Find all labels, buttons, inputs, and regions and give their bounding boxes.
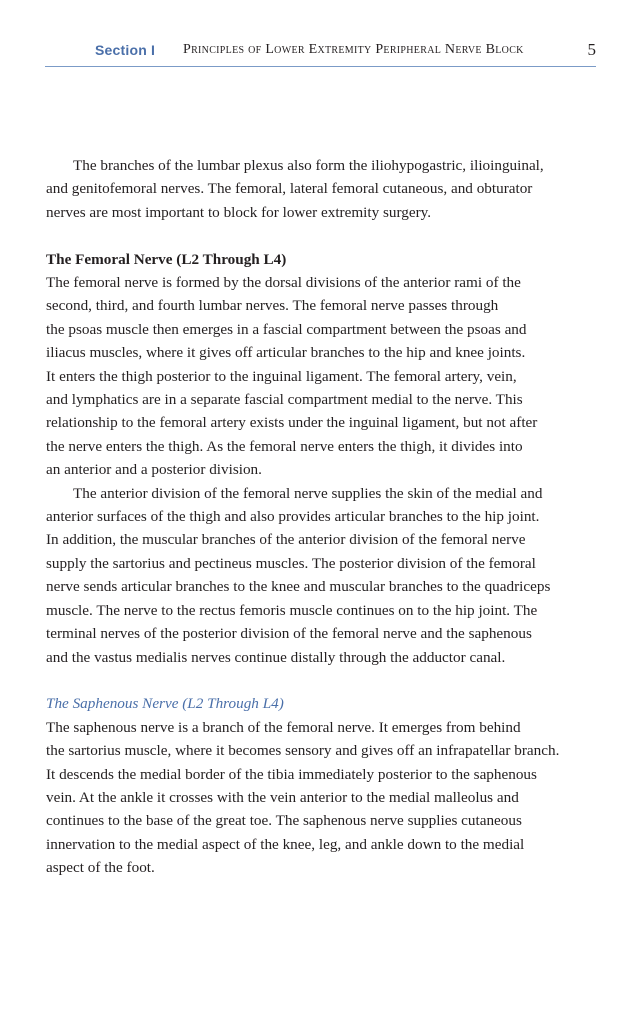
text-line: an anterior and a posterior division. [46, 461, 262, 479]
saphenous-paragraph [46, 716, 598, 880]
intro-paragraph [46, 154, 598, 224]
text-line: relationship to the femoral artery exists under the inguinal ligament, but not after [46, 414, 538, 432]
text-line: nerves are most important to block for lower extremity surgery. [46, 203, 432, 221]
text-line: aspect of the foot. [46, 859, 155, 877]
running-title: Principles of Lower Extremity Peripheral Nerve Block [183, 42, 524, 57]
text-line: The saphenous nerve is a branch of the femoral nerve. It emerges from behind [46, 718, 521, 736]
text-line: and genitofemoral nerves. The femoral, lateral femoral cutaneous, and obturator [46, 180, 533, 198]
text-line: In addition, the muscular branches of the anterior division of the femoral nerve [46, 531, 526, 549]
text-line: anterior surfaces of the thigh and also provides articular branches to the hip joint. [46, 508, 540, 526]
body-text [46, 154, 598, 880]
text-line: The anterior division of the femoral nerve supplies the skin of the medial and [73, 484, 543, 502]
text-line: It enters the thigh posterior to the inguinal ligament. The femoral artery, vein, [46, 367, 517, 385]
text-line: terminal nerves of the posterior division of the femoral nerve and the saphenous [46, 625, 532, 643]
saphenous-heading: The Saphenous Nerve (L2 Through L4) [46, 695, 284, 713]
femoral-paragraph-1 [46, 271, 598, 482]
text-line: supply the sartorius and pectineus muscles. The posterior division of the femoral [46, 554, 536, 572]
text-line: the sartorius muscle, where it becomes sensory and gives off an infrapatellar branch. [46, 742, 560, 760]
text-line: continues to the base of the great toe. The saphenous nerve supplies cutaneous [46, 812, 522, 830]
text-line: and the vastus medialis nerves continue distally through the adductor canal. [46, 648, 506, 666]
femoral-paragraph-2 [46, 482, 598, 669]
section-label: Section I [95, 42, 156, 58]
page-number: 5 [587, 40, 596, 59]
text-line: innervation to the medial aspect of the knee, leg, and ankle down to the medial [46, 835, 525, 853]
text-line: iliacus muscles, where it gives off articular branches to the hip and knee joints. [46, 344, 526, 362]
text-line: It descends the medial border of the tibia immediately posterior to the saphenous [46, 765, 537, 783]
text-line: second, third, and fourth lumbar nerves. The femoral nerve passes through [46, 297, 499, 315]
paragraph-gap [46, 669, 598, 692]
paragraph-gap [46, 224, 598, 247]
text-line: nerve sends articular branches to the knee and muscular branches to the quadriceps [46, 578, 551, 596]
femoral-heading: The Femoral Nerve (L2 Through L4) [46, 250, 287, 268]
running-header [45, 38, 596, 67]
text-line: vein. At the ankle it crosses with the vein anterior to the medial malleolus and [46, 788, 519, 806]
text-line: The branches of the lumbar plexus also form the iliohypogastric, ilioinguinal, [73, 157, 544, 174]
text-line: muscle. The nerve to the rectus femoris muscle continues on to the hip joint. The [46, 601, 538, 619]
text-line: The femoral nerve is formed by the dorsal divisions of the anterior rami of the [46, 274, 521, 292]
text-line: and lymphatics are in a separate fascial compartment medial to the nerve. This [46, 391, 523, 409]
text-line: the nerve enters the thigh. As the femoral nerve enters the thigh, it divides into [46, 437, 523, 455]
text-line: the psoas muscle then emerges in a fascial compartment between the psoas and [46, 320, 527, 338]
